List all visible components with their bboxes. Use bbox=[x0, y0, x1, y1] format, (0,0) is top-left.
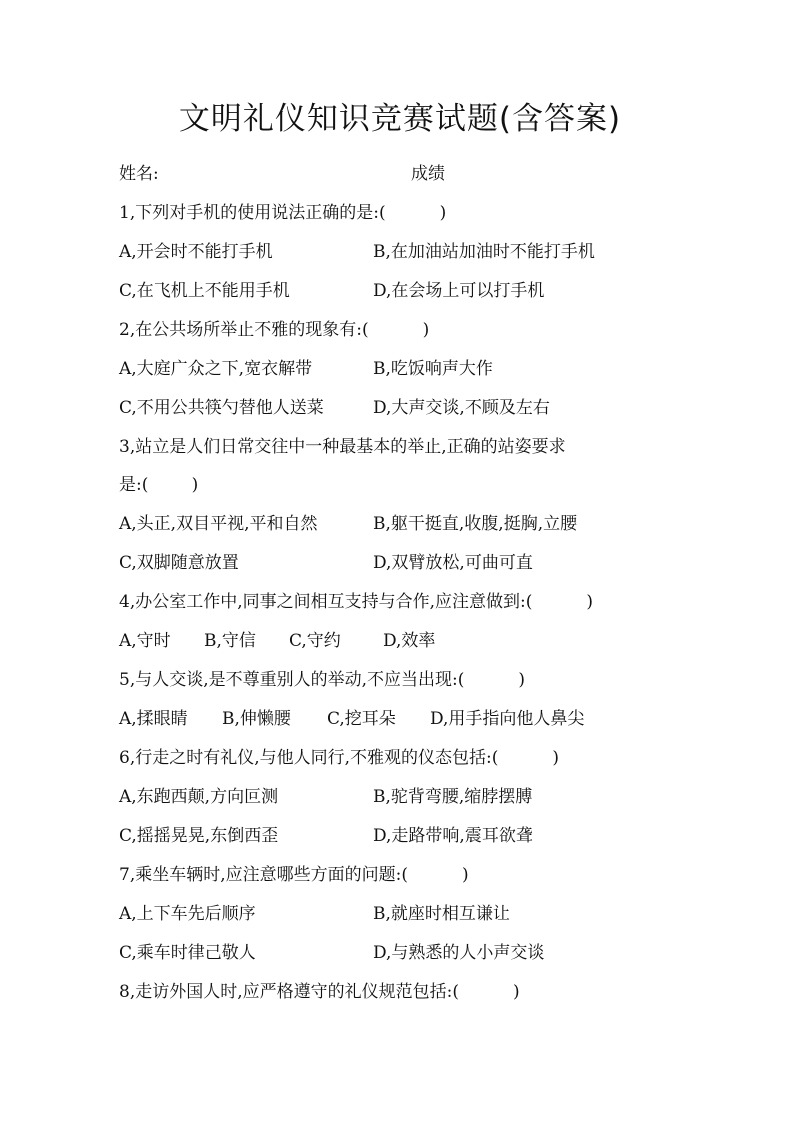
option-c: C,挖耳朵 bbox=[327, 709, 396, 729]
question-stem: 5,与人交谈,是不尊重别人的举动,不应当出现:( ) bbox=[119, 670, 526, 690]
option-b: B,吃饭响声大作 bbox=[373, 359, 493, 379]
option-b: B,伸懒腰 bbox=[222, 709, 291, 729]
option-b: B,躯干挺直,收腹,挺胸,立腰 bbox=[373, 514, 578, 534]
option-d: D,与熟悉的人小声交谈 bbox=[373, 943, 545, 963]
option-d: D,大声交谈,不顾及左右 bbox=[373, 398, 550, 418]
score-label: 成绩 bbox=[411, 164, 445, 184]
option-c: C,守约 bbox=[289, 631, 341, 651]
option-d: D,效率 bbox=[383, 631, 436, 651]
option-d: D,走路带响,震耳欲聋 bbox=[373, 826, 533, 846]
option-b: B,守信 bbox=[204, 631, 256, 651]
option-c: C,摇摇晃晃,东倒西歪 bbox=[119, 826, 279, 846]
option-a: A,守时 bbox=[119, 631, 171, 651]
question-stem: 7,乘坐车辆时,应注意哪些方面的问题:( ) bbox=[119, 865, 469, 885]
question-stem: 8,走访外国人时,应严格遵守的礼仪规范包括:( ) bbox=[119, 982, 520, 1002]
option-b: B,在加油站加油时不能打手机 bbox=[373, 242, 595, 262]
option-a: A,上下车先后顺序 bbox=[119, 904, 256, 924]
question-stem: 6,行走之时有礼仪,与他人同行,不雅观的仪态包括:( ) bbox=[119, 748, 560, 768]
question-stem-continued: 是:( ) bbox=[119, 475, 199, 495]
question-stem: 3,站立是人们日常交往中一种最基本的举止,正确的站姿要求 bbox=[119, 437, 566, 457]
question-stem: 4,办公室工作中,同事之间相互支持与合作,应注意做到:( ) bbox=[119, 592, 594, 612]
option-a: A,东跑西颠,方向叵测 bbox=[119, 787, 279, 807]
option-d: D,在会场上可以打手机 bbox=[373, 281, 545, 301]
option-d: D,双臂放松,可曲可直 bbox=[373, 553, 533, 573]
option-a: A,头正,双目平视,平和自然 bbox=[119, 514, 318, 534]
option-a: A,揉眼睛 bbox=[119, 709, 188, 729]
option-c: C,不用公共筷勺替他人送菜 bbox=[119, 398, 324, 418]
option-c: C,在飞机上不能用手机 bbox=[119, 281, 290, 301]
option-c: C,双脚随意放置 bbox=[119, 553, 239, 573]
option-b: B,驼背弯腰,缩脖摆膊 bbox=[373, 787, 533, 807]
question-stem: 1,下列对手机的使用说法正确的是:( ) bbox=[119, 203, 447, 223]
option-a: A,开会时不能打手机 bbox=[119, 242, 273, 262]
option-b: B,就座时相互谦让 bbox=[373, 904, 510, 924]
question-stem: 2,在公共场所举止不雅的现象有:( ) bbox=[119, 320, 430, 340]
option-d: D,用手指向他人鼻尖 bbox=[430, 709, 585, 729]
name-label: 姓名: bbox=[119, 164, 159, 184]
option-c: C,乘车时律己敬人 bbox=[119, 943, 256, 963]
page-title: 文明礼仪知识竞赛试题(含答案) bbox=[178, 101, 622, 137]
option-a: A,大庭广众之下,宽衣解带 bbox=[119, 359, 313, 379]
